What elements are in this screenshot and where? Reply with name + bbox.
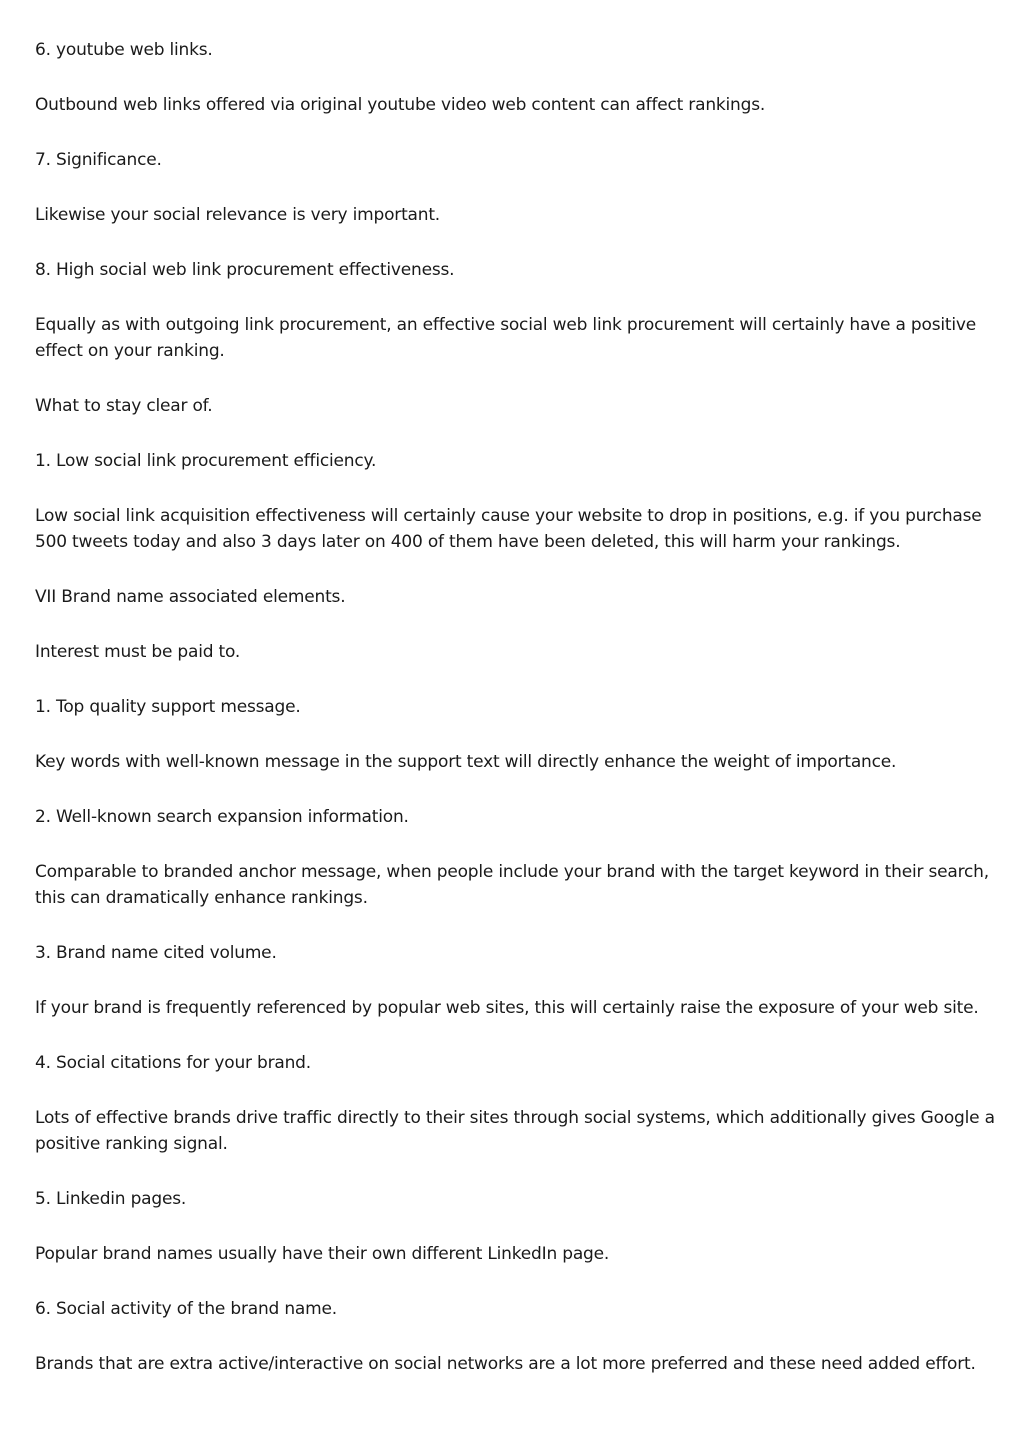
paragraph-support-message-heading: 1. Top quality support message. xyxy=(35,697,301,717)
paragraph-interest-heading: Interest must be paid to. xyxy=(35,642,241,662)
paragraph-social-link-effectiveness-body: Equally as with outgoing link procurement, an effective social web link procurement will certainly have a positive effect on your ranking. xyxy=(35,315,977,361)
paragraph-low-social-link-heading: 1. Low social link procurement efficiency. xyxy=(35,451,377,471)
paragraph-what-to-avoid-heading: What to stay clear of. xyxy=(35,396,213,416)
paragraph-significance-body: Likewise your social relevance is very important. xyxy=(35,205,441,225)
paragraph-low-social-link-body: Low social link acquisition effectiveness will certainly cause your website to drop in positions, e.g. if you purchase 500 tweets today and also 3 days later on 400 of them have been deleted, this will harm your rankings. xyxy=(35,506,982,552)
paragraph-search-expansion-heading: 2. Well-known search expansion information. xyxy=(35,807,409,827)
paragraph-social-activity-body: Brands that are extra active/interactive on social networks are a lot more preferred and these need added effort. xyxy=(35,1354,976,1374)
document-page xyxy=(35,37,995,1406)
paragraph-brand-elements-heading: VII Brand name associated elements. xyxy=(35,587,346,607)
paragraph-social-citations-body: Lots of effective brands drive traffic directly to their sites through social systems, which additionally gives Google a positive ranking signal. xyxy=(35,1108,995,1154)
paragraph-significance-heading: 7. Significance. xyxy=(35,150,162,170)
paragraph-search-expansion-body: Comparable to branded anchor message, when people include your brand with the target keyword in their search, this can dramatically enhance rankings. xyxy=(35,862,989,908)
paragraph-brand-cited-volume-heading: 3. Brand name cited volume. xyxy=(35,943,277,963)
paragraph-social-activity-heading: 6. Social activity of the brand name. xyxy=(35,1299,337,1319)
paragraph-linkedin-heading: 5. Linkedin pages. xyxy=(35,1189,187,1209)
paragraph-social-link-effectiveness-heading: 8. High social web link procurement effectiveness. xyxy=(35,260,455,280)
paragraph-social-citations-heading: 4. Social citations for your brand. xyxy=(35,1053,311,1073)
paragraph-brand-cited-volume-body: If your brand is frequently referenced by popular web sites, this will certainly raise the exposure of your web site. xyxy=(35,998,979,1018)
paragraph-youtube-links-heading: 6. youtube web links. xyxy=(35,40,213,60)
paragraph-support-message-body: Key words with well-known message in the support text will directly enhance the weight of importance. xyxy=(35,752,897,772)
paragraph-linkedin-body: Popular brand names usually have their own different LinkedIn page. xyxy=(35,1244,610,1264)
paragraph-youtube-links-body: Outbound web links offered via original youtube video web content can affect rankings. xyxy=(35,95,766,115)
